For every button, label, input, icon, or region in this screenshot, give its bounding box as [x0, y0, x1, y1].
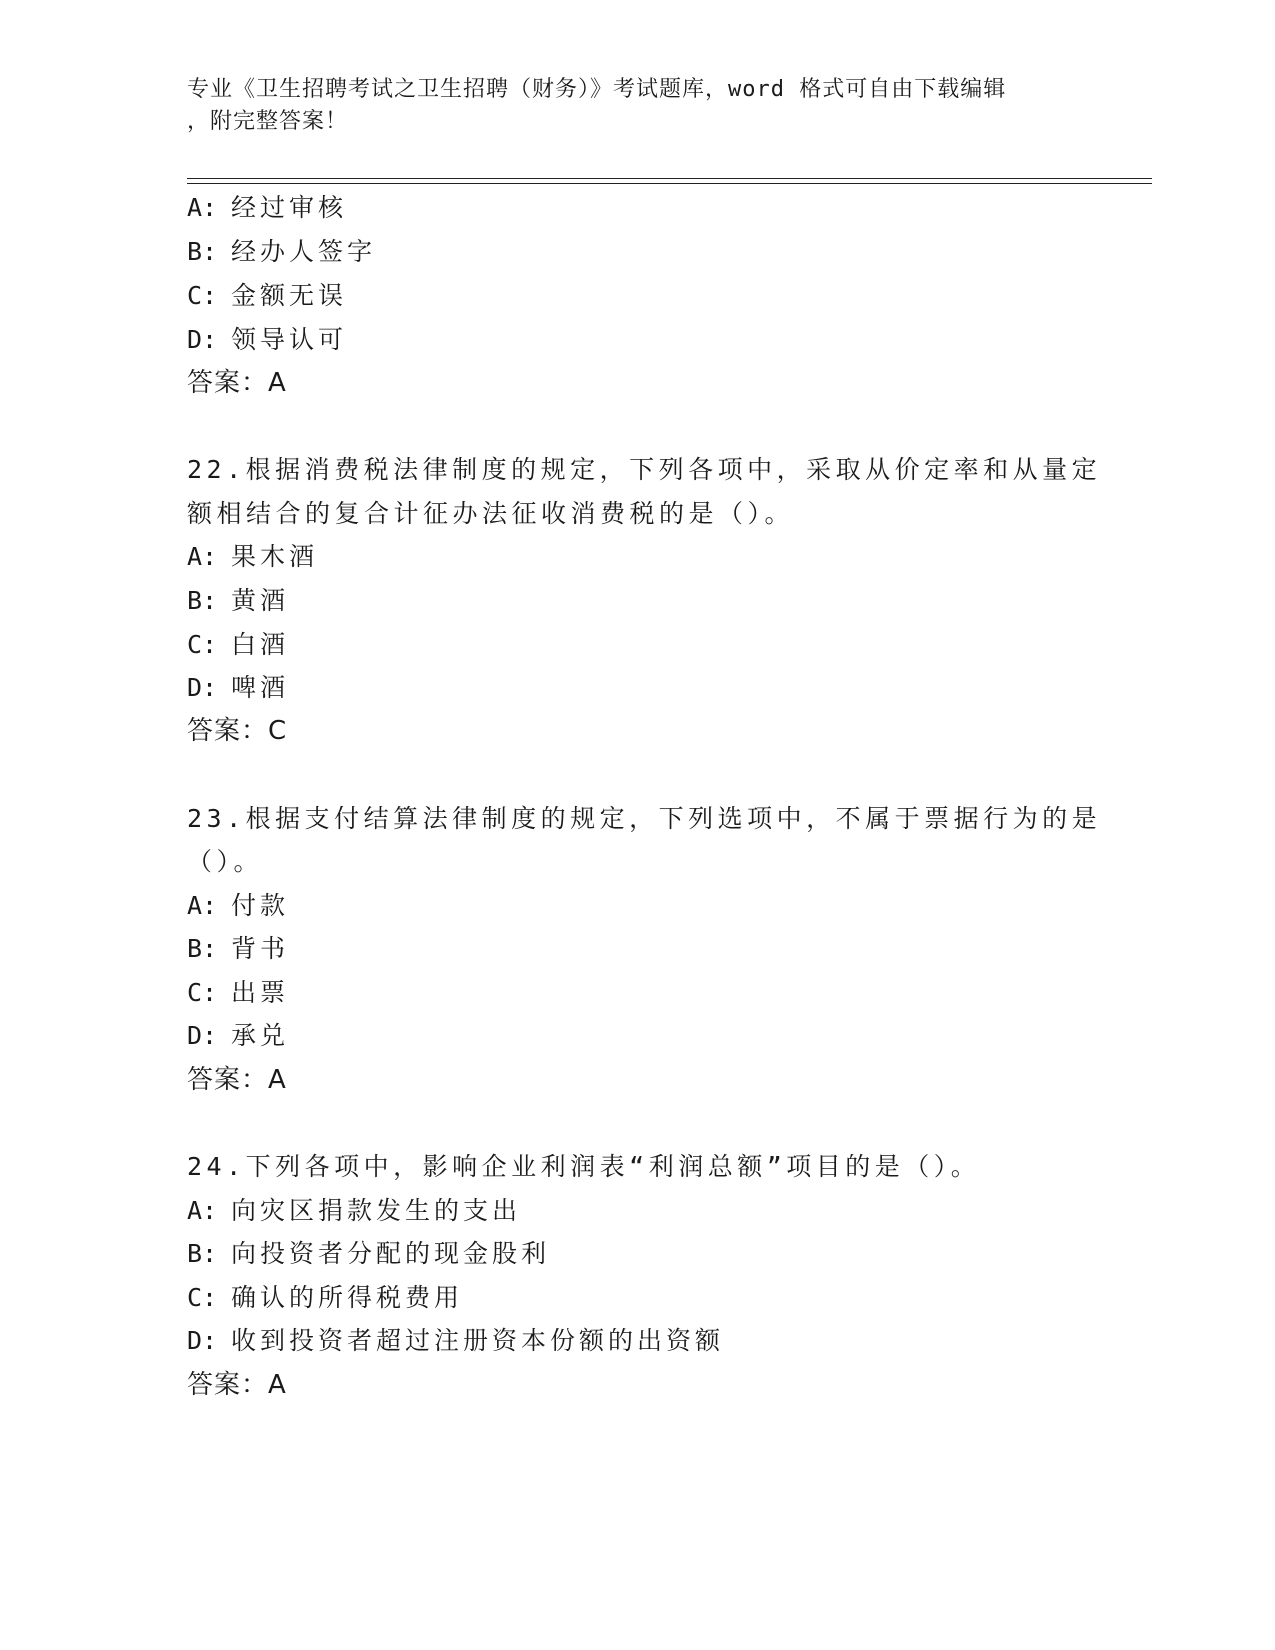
q23-option-b [187, 932, 289, 966]
header-divider-bottom [187, 183, 1152, 184]
option-letter: B: [187, 934, 218, 963]
option-letter: C: [187, 281, 218, 310]
q23-option-d [187, 1019, 289, 1053]
option-text: 出票 [231, 978, 290, 1007]
option-letter: B: [187, 1239, 218, 1268]
option-letter: A: [187, 1196, 218, 1225]
option-text: 经过审核 [231, 193, 348, 222]
option-text: 背书 [231, 934, 290, 963]
option-letter: D: [187, 673, 218, 702]
option-text: 确认的所得税费用 [231, 1283, 464, 1312]
option-letter: A: [187, 891, 218, 920]
option-letter: C: [187, 630, 218, 659]
option-text: 白酒 [231, 630, 290, 659]
header-divider-top [187, 178, 1152, 179]
option-text: 果木酒 [231, 542, 319, 571]
option-letter: D: [187, 325, 218, 354]
option-text: 付款 [231, 891, 290, 920]
q21-option-d [187, 323, 347, 357]
q24-option-d [187, 1324, 724, 1358]
option-text: 金额无误 [231, 281, 348, 310]
q23-option-c [187, 976, 289, 1010]
q21-option-a [187, 191, 347, 225]
q22-option-d [187, 671, 289, 705]
option-letter: B: [187, 237, 218, 266]
option-letter: B: [187, 586, 218, 615]
option-text: 领导认可 [231, 325, 348, 354]
header-line-2: ，附完整答案！ [187, 109, 349, 134]
q21-option-b [187, 235, 376, 269]
option-text: 啤酒 [231, 673, 290, 702]
option-letter: D: [187, 1326, 218, 1355]
q22-stem-line-1: 22.根据消费税法律制度的规定，下列各项中，采取从价定率和从量定 [187, 455, 1102, 484]
option-letter: A: [187, 193, 218, 222]
q22-option-b [187, 584, 289, 618]
option-text: 收到投资者超过注册资本份额的出资额 [231, 1326, 725, 1355]
option-text: 承兑 [231, 1021, 290, 1050]
q21-answer: 答案：A [187, 368, 287, 398]
option-text: 向灾区捐款发生的支出 [231, 1196, 522, 1225]
option-text: 黄酒 [231, 586, 290, 615]
option-text: 经办人签字 [231, 237, 377, 266]
option-letter: D: [187, 1021, 218, 1050]
q24-stem-line-1: 24.下列各项中，影响企业利润表“利润总额”项目的是（）。 [187, 1152, 981, 1181]
option-text: 向投资者分配的现金股利 [231, 1239, 551, 1268]
q22-option-c [187, 628, 289, 662]
q24-option-a [187, 1194, 521, 1228]
q22-answer: 答案：C [187, 716, 288, 746]
option-letter: C: [187, 978, 218, 1007]
q24-option-b [187, 1237, 550, 1271]
option-letter: C: [187, 1283, 218, 1312]
q22-option-a [187, 540, 318, 574]
q24-option-c [187, 1281, 463, 1315]
q23-stem-line-2: （）。 [187, 847, 264, 876]
q21-option-c [187, 279, 347, 313]
q24-answer: 答案：A [187, 1370, 287, 1400]
document-header [187, 74, 1087, 138]
option-letter: A: [187, 542, 218, 571]
q22-stem-line-2: 额相结合的复合计征办法征收消费税的是（）。 [187, 499, 795, 528]
header-line-1: 专业《卫生招聘考试之卫生招聘（财务）》考试题库，word 格式可自由下载编辑 [187, 77, 1007, 102]
q23-option-a [187, 889, 289, 923]
q23-stem-line-1: 23.根据支付结算法律制度的规定，下列选项中，不属于票据行为的是 [187, 804, 1102, 833]
q23-answer: 答案：A [187, 1065, 287, 1095]
